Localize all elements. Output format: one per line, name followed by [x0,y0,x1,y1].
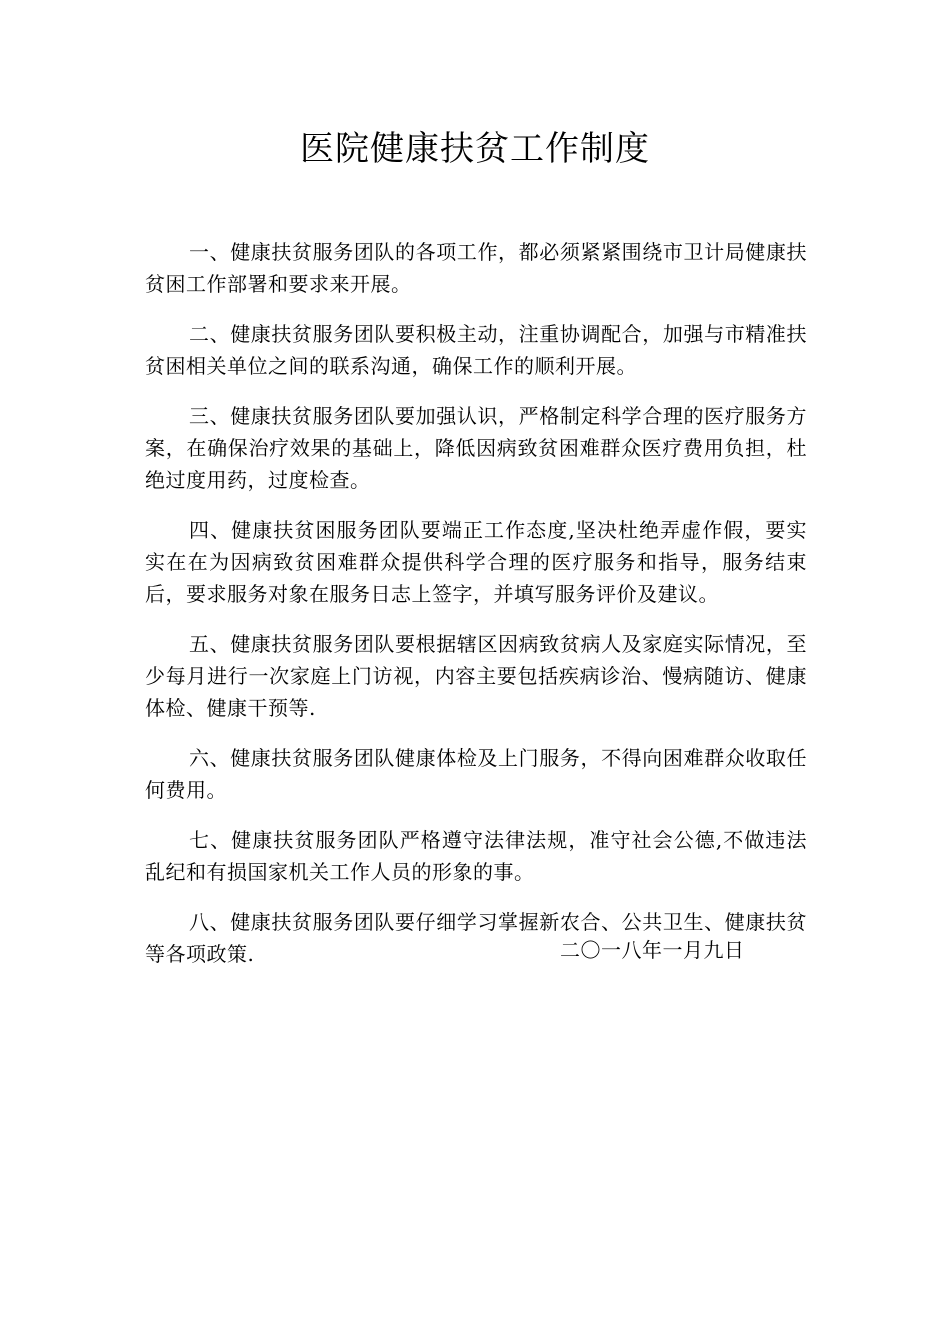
paragraph-6: 六、健康扶贫服务团队健康体检及上门服务，不得向困难群众收取任何费用。 [145,746,807,802]
document-date: 二〇一八年一月九日 [560,938,745,962]
paragraph-3: 三、健康扶贫服务团队要加强认识，严格制定科学合理的医疗服务方案，在确保治疗效果的基础上，降低因病致贫困难群众医疗费用负担，杜绝过度用药，过度检查。 [145,404,807,492]
paragraph-1: 一、健康扶贫服务团队的各项工作，都必须紧紧围绕市卫计局健康扶贫困工作部署和要求来开展。 [145,240,807,296]
paragraph-7: 七、健康扶贫服务团队严格遵守法律法规，准守社会公德,不做违法乱纪和有损国家机关工作人员的形象的事。 [145,828,807,884]
paragraph-5: 五、健康扶贫服务团队要根据辖区因病致贫病人及家庭实际情况，至少每月进行一次家庭上门访视，内容主要包括疾病诊治、慢病随访、健康体检、健康干预等. [145,632,807,720]
paragraph-2: 二、健康扶贫服务团队要积极主动，注重协调配合，加强与市精准扶贫困相关单位之间的联系沟通，确保工作的顺利开展。 [145,322,807,378]
paragraph-8: 八、健康扶贫服务团队要仔细学习掌握新农合、公共卫生、健康扶贫等各项政策. [145,910,807,966]
document-title: 医院健康扶贫工作制度 [300,129,650,169]
document-body [145,236,807,988]
paragraph-4: 四、健康扶贫困服务团队要端正工作态度,坚决杜绝弄虚作假，要实实在在为因病致贫困难群众提供科学合理的医疗服务和指导，服务结束后，要求服务对象在服务日志上签字，并填写服务评价及建议。 [145,518,807,606]
